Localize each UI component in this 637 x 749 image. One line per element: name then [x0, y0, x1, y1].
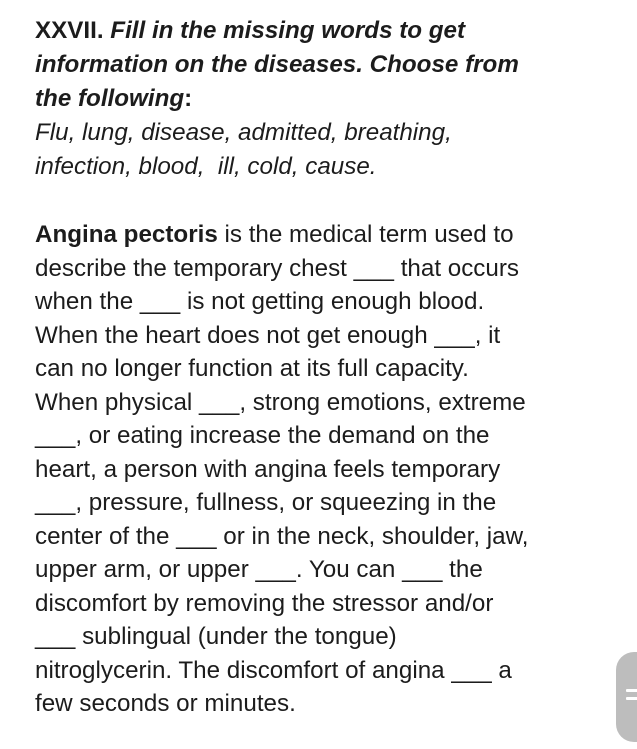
word-bank-line-1: Flu, lung, disease, admitted, breathing, — [35, 119, 452, 146]
passage-line-2: describe the temporary chest ___ that occurs — [35, 255, 519, 282]
instruction-text-3: the following — [35, 85, 185, 112]
passage-line-10: center of the ___ or in the neck, shoulder, jaw, — [35, 523, 529, 550]
passage-line-12: discomfort by removing the stressor and/or — [35, 590, 494, 617]
passage-line-14: nitroglycerin. The discomfort of angina ___ a — [35, 657, 512, 684]
passage-line-4: When the heart does not get enough ___, it — [35, 322, 501, 349]
exercise-number: XXVII. — [35, 17, 104, 44]
scroll-handle[interactable] — [616, 652, 637, 742]
instruction-colon: : — [184, 85, 193, 112]
passage-term: Angina pectoris — [35, 221, 218, 248]
instruction-text-1: Fill in the missing words to get — [110, 17, 466, 44]
passage-line-9: ___, pressure, fullness, or squeezing in the — [35, 489, 497, 516]
passage-line-13: ___ sublingual (under the tongue) — [35, 623, 397, 650]
exercise-heading-line-3 — [35, 82, 192, 116]
exercise-heading-line-2 — [35, 48, 519, 82]
instruction-text-2: information on the diseases. Choose from — [35, 51, 519, 78]
passage-line-6: When physical ___, strong emotions, extreme — [35, 389, 526, 416]
passage-line-8: heart, a person with angina feels temporary — [35, 456, 501, 483]
passage-line-15: few seconds or minutes. — [35, 690, 296, 717]
passage-line-11: upper arm, or upper ___. You can ___ the — [35, 556, 483, 583]
passage-line-3: when the ___ is not getting enough blood. — [35, 288, 485, 315]
passage-line-5: can no longer function at its full capacity. — [35, 355, 469, 382]
grip-icon-line — [626, 689, 637, 692]
passage-line-1 — [35, 218, 514, 252]
passage-line-7: ___, or eating increase the demand on the — [35, 422, 490, 449]
grip-icon-line — [626, 697, 637, 700]
word-bank-line-2: infection, blood, ill, cold, cause. — [35, 153, 377, 180]
passage-line-text: is the medical term used to — [217, 221, 514, 248]
exercise-heading-line-1 — [35, 14, 465, 48]
